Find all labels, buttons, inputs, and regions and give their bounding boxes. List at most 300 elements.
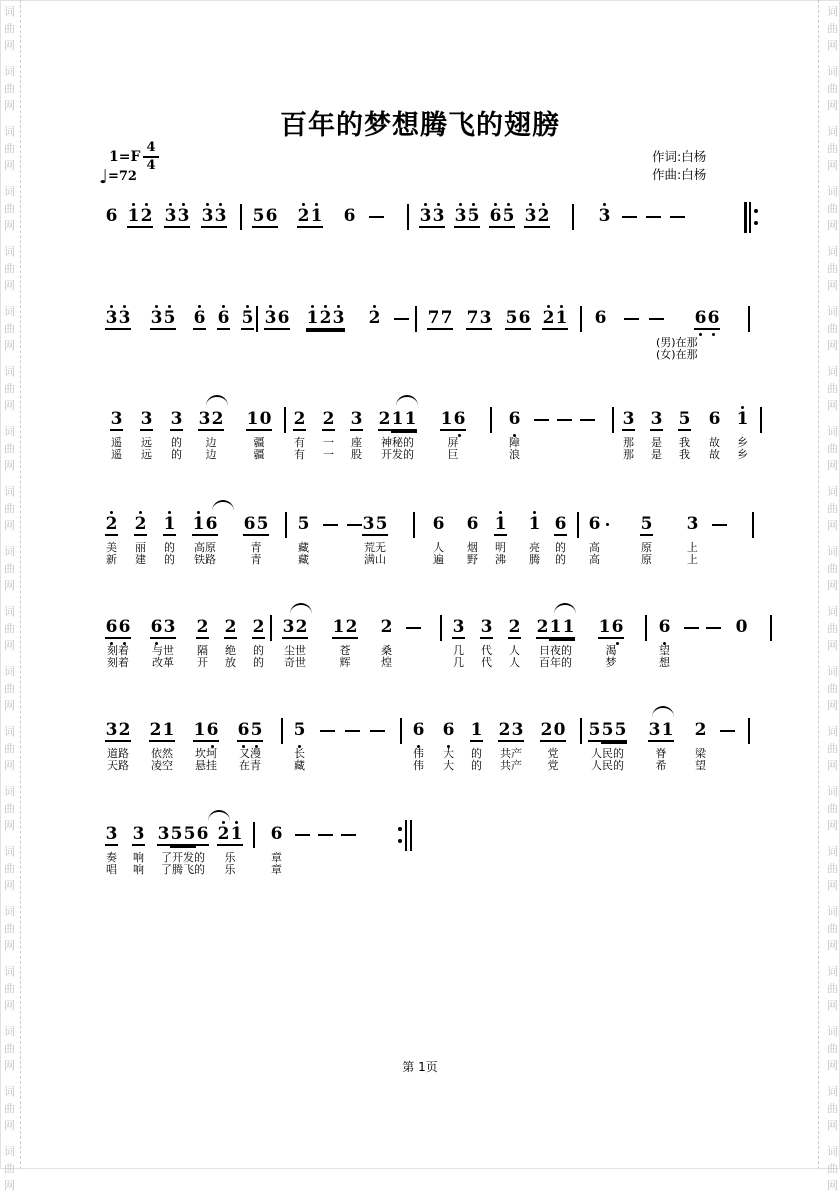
note-digit: 1: [162, 720, 175, 740]
note-digit: 6: [118, 618, 131, 637]
note-digit: 5: [601, 720, 614, 740]
watermark-char: 词: [827, 485, 838, 498]
slur-arc: [290, 603, 312, 614]
watermark-char: 网: [4, 1179, 15, 1192]
watermark-text: [3, 723, 16, 774]
note-group: [489, 207, 515, 228]
note-digit: 2: [368, 309, 381, 328]
lyric-line1: 道路: [107, 747, 129, 760]
watermark-text: [826, 663, 839, 714]
watermark-char: 词: [827, 185, 838, 198]
note-group: [241, 309, 254, 330]
lyric-line1: 障: [509, 436, 520, 449]
note-digit: 2: [537, 207, 550, 226]
watermark-char: 网: [4, 39, 15, 52]
note-group: [588, 515, 601, 534]
watermark-char: 网: [827, 759, 838, 772]
watermark-char: 曲: [827, 1042, 838, 1055]
note-digit: 3: [105, 720, 118, 740]
repeat-open-sign: [744, 202, 761, 233]
note-digit: 3: [648, 720, 661, 740]
credits: [652, 148, 706, 184]
note-digit: 3: [105, 309, 118, 328]
lyric-line2: 响: [133, 863, 144, 876]
note-digit: 6: [217, 309, 230, 328]
note-digit: 3: [163, 617, 176, 637]
watermark-char: 曲: [4, 742, 15, 755]
watermark-char: 网: [827, 399, 838, 412]
lyric-line2: 望: [695, 759, 706, 772]
composer-credit: 作曲:白杨: [652, 167, 707, 182]
note-group: [132, 825, 145, 846]
lyric-line2: 奇世: [284, 656, 306, 669]
repeat-barline: [410, 820, 413, 851]
note-digit: 2: [540, 720, 553, 740]
note-group: [110, 410, 123, 431]
note-digit: 6: [707, 309, 720, 328]
lyric-line1: 座: [351, 436, 362, 449]
note-digit: 5: [163, 309, 176, 328]
note-digit: 3: [110, 409, 123, 429]
lyric-line2: 人: [509, 656, 520, 669]
note-group: [217, 825, 243, 846]
octave-dot-high: [198, 305, 201, 308]
note-digit: 6: [243, 514, 256, 534]
watermark-char: 网: [4, 519, 15, 532]
watermark-char: 网: [827, 639, 838, 652]
watermark-char: 词: [827, 545, 838, 558]
watermark-text: [3, 363, 16, 414]
note-digit: 1: [391, 409, 404, 429]
watermark-char: 曲: [4, 82, 15, 95]
duration-dash: [370, 730, 385, 732]
lyric-line2: 满山: [364, 553, 386, 566]
song-title: 百年的梦想腾飞的翅膀: [280, 110, 560, 141]
note-group: [694, 721, 707, 740]
watermark-char: 曲: [4, 1162, 15, 1175]
duration-dash: [670, 216, 685, 218]
watermark-char: 网: [4, 459, 15, 472]
note-group: [432, 515, 445, 534]
watermark-char: 网: [4, 759, 15, 772]
note-digit: 5: [241, 309, 254, 328]
watermark-text: [3, 1083, 16, 1134]
note-digit: 2: [319, 309, 332, 328]
watermark-char: 词: [4, 665, 15, 678]
underline-sixteenth: [170, 846, 196, 848]
note-digit: 5: [256, 514, 269, 534]
duration-dash: [406, 627, 421, 629]
lyric-line1: 上: [687, 541, 698, 554]
lyric-line1: 乐: [224, 851, 236, 864]
note-digit: 6: [105, 618, 118, 637]
watermark-char: 曲: [827, 82, 838, 95]
note-digit: 6: [205, 514, 218, 534]
octave-dot-high: [302, 203, 305, 206]
note-digit: 2: [293, 409, 306, 429]
note-digit: 5: [250, 721, 263, 740]
note-digit: 2: [380, 617, 393, 637]
watermark-text: [826, 843, 839, 894]
octave-dot-high: [110, 511, 113, 514]
note-digit: 3: [150, 309, 163, 328]
note-group: [368, 309, 381, 328]
time-signature-numerator: 4: [146, 140, 156, 155]
note-group: [252, 618, 265, 639]
watermark-text: [3, 843, 16, 894]
duration-dash: [369, 216, 384, 218]
watermark-char: 词: [4, 965, 15, 978]
duration-dash: [712, 524, 727, 526]
duration-dash: [295, 834, 310, 836]
duration-dash: [684, 627, 699, 629]
lyric-line2: 疆: [253, 448, 265, 461]
watermark-char: 词: [4, 785, 15, 798]
octave-dot-high: [145, 203, 148, 206]
right-margin-dashed-line: [818, 0, 819, 1169]
watermark-char: 词: [4, 245, 15, 258]
note-digit: 3: [622, 409, 635, 429]
watermark-char: 曲: [4, 1102, 15, 1115]
watermark-char: 词: [827, 725, 838, 738]
note-digit: 2: [217, 825, 230, 844]
lyric-line1: 绝: [225, 644, 236, 657]
lyric-line1: 代: [481, 644, 492, 657]
note-group: [380, 618, 393, 637]
lyric-line1: 有: [294, 436, 305, 449]
lyric-line1: 脊: [655, 747, 667, 760]
note-digit: 2: [508, 617, 521, 637]
note-digit: 2: [694, 720, 707, 740]
lyric-line1: 依然: [151, 747, 173, 760]
note-digit: 2: [378, 409, 391, 429]
note-group: [198, 410, 224, 431]
lyric-line1: 尘世: [284, 644, 306, 657]
underline-sixteenth: [391, 431, 417, 433]
note-group: [105, 515, 118, 536]
watermark-char: 曲: [827, 322, 838, 335]
lyric-line1: 又漫: [239, 747, 261, 760]
note-digit: 1: [598, 617, 611, 637]
note-digit: 2: [297, 207, 310, 226]
note-digit: 3: [157, 824, 170, 844]
lyric-line1: 隔: [197, 644, 208, 657]
watermark-char: 曲: [4, 922, 15, 935]
watermark-char: 曲: [827, 442, 838, 455]
watermark-char: 曲: [4, 322, 15, 335]
time-signature: [142, 141, 160, 173]
barline: [284, 407, 286, 433]
watermark-char: 网: [827, 159, 838, 172]
watermark-char: 网: [827, 879, 838, 892]
note-digit: 3: [452, 617, 465, 637]
lyric-line2: 我: [679, 448, 690, 461]
lyric-line1: 人: [433, 541, 444, 554]
note-digit: 6: [196, 824, 209, 844]
lyric-line2: 青: [250, 553, 262, 566]
note-digit: 1: [163, 515, 176, 534]
watermark-char: 曲: [827, 1102, 838, 1115]
lyric-line1: 高原: [194, 541, 216, 554]
octave-dot-high: [155, 305, 158, 308]
lyric-line1: 与世: [152, 644, 174, 657]
watermark-char: 网: [4, 399, 15, 412]
watermark-text: [3, 963, 16, 1014]
note-digit: 3: [480, 617, 493, 637]
watermark-char: 曲: [827, 682, 838, 695]
repeat-dot: [398, 839, 402, 843]
lyric-line1: 荒无: [364, 541, 386, 554]
note-group: [466, 515, 479, 534]
watermark-char: 词: [4, 485, 15, 498]
octave-dot-high: [472, 203, 475, 206]
lyric-line2: 有: [294, 448, 305, 461]
note-group: [293, 721, 306, 740]
lyric-line1: 大: [443, 747, 454, 760]
lyric-line1: 了开发的: [161, 851, 205, 864]
watermark-char: 曲: [4, 382, 15, 395]
note-group: [192, 515, 218, 536]
lyric-line2: 唱: [106, 863, 117, 876]
octave-dot-high: [168, 511, 171, 514]
lyric-line1: 遥: [111, 436, 122, 449]
lyricist-credit: 作词:白杨: [652, 149, 707, 164]
watermark-char: 网: [827, 339, 838, 352]
note-digit: 6: [658, 618, 671, 637]
repeat-barline: [749, 202, 751, 233]
note-group: [105, 309, 131, 330]
watermark-text: [826, 543, 839, 594]
note-group: [237, 721, 263, 742]
note-digit: 6: [343, 206, 356, 226]
note-digit: 6: [453, 410, 466, 429]
barline: [748, 718, 750, 744]
note-digit: 1: [310, 207, 323, 226]
watermark-char: 词: [827, 965, 838, 978]
lyric-line2: 那: [623, 448, 634, 461]
note-digit: 3: [132, 824, 145, 844]
note-digit: 2: [105, 515, 118, 534]
watermark-text: [3, 1143, 16, 1194]
watermark-char: 网: [4, 1119, 15, 1132]
lyric-line2: 上: [687, 553, 698, 566]
duration-dash: [622, 216, 637, 218]
note-group: [193, 309, 206, 330]
voice-label: (男)在那: [656, 336, 698, 349]
note-digit: 6: [518, 308, 531, 328]
lyric-line2: 的: [555, 553, 566, 566]
lyric-line2: 改革: [152, 656, 174, 669]
note-digit: 6: [193, 309, 206, 328]
barline: [270, 615, 272, 641]
watermark-text: [826, 183, 839, 234]
duration-dash: [646, 216, 661, 218]
note-digit: 6: [708, 409, 721, 429]
watermark-char: 词: [4, 5, 15, 18]
octave-dot-high: [269, 305, 272, 308]
note-group: [149, 721, 175, 742]
note-digit: 6: [105, 206, 118, 226]
note-group: [140, 410, 153, 431]
note-digit: 3: [282, 617, 295, 637]
note-group: [332, 618, 358, 639]
lyric-line1: 渴: [605, 644, 617, 657]
note-group: [466, 309, 492, 330]
watermark-char: 网: [827, 579, 838, 592]
watermark-text: [826, 783, 839, 834]
watermark-char: 网: [4, 999, 15, 1012]
lyric-line2: 遍: [433, 553, 444, 566]
lyric-line1: 几: [453, 644, 464, 657]
lyric-line1: 伟: [413, 747, 424, 760]
watermark-char: 词: [4, 1145, 15, 1158]
barline: [490, 407, 492, 433]
watermark-char: 网: [827, 39, 838, 52]
watermark-char: 曲: [827, 622, 838, 635]
lyric-line2: 天路: [107, 759, 129, 772]
note-group: [598, 618, 624, 639]
watermark-char: 网: [4, 159, 15, 172]
watermark-char: 曲: [827, 202, 838, 215]
key-signature: 1=F: [109, 149, 141, 165]
note-digit: 3: [214, 207, 227, 226]
lyric-line2: 了腾飞的: [161, 863, 205, 876]
barline: [440, 615, 442, 641]
watermark-text: [3, 663, 16, 714]
lyric-line1: 响: [133, 851, 144, 864]
octave-dot-high: [424, 203, 427, 206]
octave-dot-high: [235, 821, 238, 824]
lyric-line1: 乡: [737, 436, 748, 449]
watermark-char: 词: [4, 365, 15, 378]
lyric-line2: 远: [141, 448, 152, 461]
note-group: [480, 618, 493, 639]
watermark-char: 网: [4, 99, 15, 112]
watermark-char: 词: [827, 605, 838, 618]
octave-dot-high: [437, 203, 440, 206]
watermark-char: 曲: [4, 802, 15, 815]
note-group: [264, 309, 290, 330]
lyric-line2: 刻着: [107, 656, 129, 669]
note-digit: 6: [554, 514, 567, 534]
note-digit: 5: [502, 207, 515, 226]
note-group: [224, 618, 237, 639]
duration-dash: [706, 627, 721, 629]
lyric-line1: 故: [709, 436, 720, 449]
voice-label: (女)在那: [656, 348, 698, 361]
note-digit: 5: [183, 824, 196, 844]
watermark-char: 曲: [827, 742, 838, 755]
note-digit: 6: [594, 308, 607, 328]
octave-dot-high: [741, 406, 744, 409]
lyric-line2: 梦: [605, 656, 617, 669]
watermark-char: 词: [827, 65, 838, 78]
lyric-line2: 希: [655, 759, 667, 772]
watermark-char: 网: [827, 219, 838, 232]
tempo-marking: [99, 166, 137, 188]
lyric-line2: 人民的: [591, 759, 624, 772]
lyric-line2: 在青: [239, 759, 261, 772]
duration-dash: [347, 524, 362, 526]
note-digit: 2: [252, 617, 265, 637]
watermark-char: 词: [827, 5, 838, 18]
note-digit: 2: [149, 720, 162, 740]
lyric-line2: 伟: [413, 759, 424, 772]
note-group: [343, 207, 356, 226]
watermark-char: 词: [827, 425, 838, 438]
underline-sixteenth: [549, 639, 575, 641]
watermark-char: 网: [827, 819, 838, 832]
barline: [770, 615, 772, 641]
lyric-line2: 浪: [509, 448, 520, 461]
octave-dot-high: [169, 203, 172, 206]
octave-dot-high: [222, 305, 225, 308]
repeat-close-sign: [398, 820, 415, 851]
note-digit: 1: [332, 617, 345, 637]
note-digit: 6: [206, 721, 219, 740]
watermark-char: 曲: [4, 22, 15, 35]
lyric-line1: 亮: [529, 541, 540, 554]
lyric-line2: 的: [253, 656, 264, 669]
watermark-char: 曲: [827, 982, 838, 995]
watermark-char: 词: [4, 725, 15, 738]
lyric-line2: 共产: [500, 759, 522, 772]
watermark-char: 网: [827, 99, 838, 112]
note-digit: 0: [553, 720, 566, 740]
lyric-line1: 坎坷: [195, 747, 217, 760]
lyric-line1: 人: [509, 644, 520, 657]
watermark-char: 曲: [827, 1162, 838, 1175]
lyric-line1: 党: [547, 747, 559, 760]
watermark-char: 网: [827, 1119, 838, 1132]
note-group: [150, 309, 176, 330]
slur-arc: [652, 706, 674, 717]
note-group: [588, 721, 627, 742]
note-group: [105, 721, 131, 742]
note-digit: 3: [264, 309, 277, 328]
note-group: [350, 410, 363, 431]
barline: [415, 306, 417, 332]
watermark-char: 曲: [4, 1042, 15, 1055]
watermark-char: 词: [827, 245, 838, 258]
watermark-text: [826, 423, 839, 474]
barline: [400, 718, 402, 744]
note-digit: 0: [735, 617, 748, 637]
octave-dot-high: [222, 821, 225, 824]
lyric-line2: 放: [225, 656, 236, 669]
octave-dot-high: [182, 203, 185, 206]
watermark-char: 曲: [4, 562, 15, 575]
note-digit: 3: [511, 720, 524, 740]
note-group: [246, 410, 272, 431]
note-digit: 0: [259, 409, 272, 429]
watermark-text: [3, 183, 16, 234]
barline: [256, 306, 258, 332]
note-group: [736, 410, 749, 429]
note-group: [297, 207, 323, 228]
note-group: [536, 618, 575, 639]
lyric-line2: 煌: [381, 656, 392, 669]
watermark-char: 网: [827, 519, 838, 532]
octave-dot-high: [507, 203, 510, 206]
octave-dot-high: [219, 203, 222, 206]
note-digit: 1: [193, 720, 206, 740]
note-digit: 1: [230, 825, 243, 844]
note-group: [554, 515, 567, 536]
watermark-text: [826, 603, 839, 654]
note-group: [454, 207, 480, 228]
note-digit: 5: [375, 514, 388, 534]
